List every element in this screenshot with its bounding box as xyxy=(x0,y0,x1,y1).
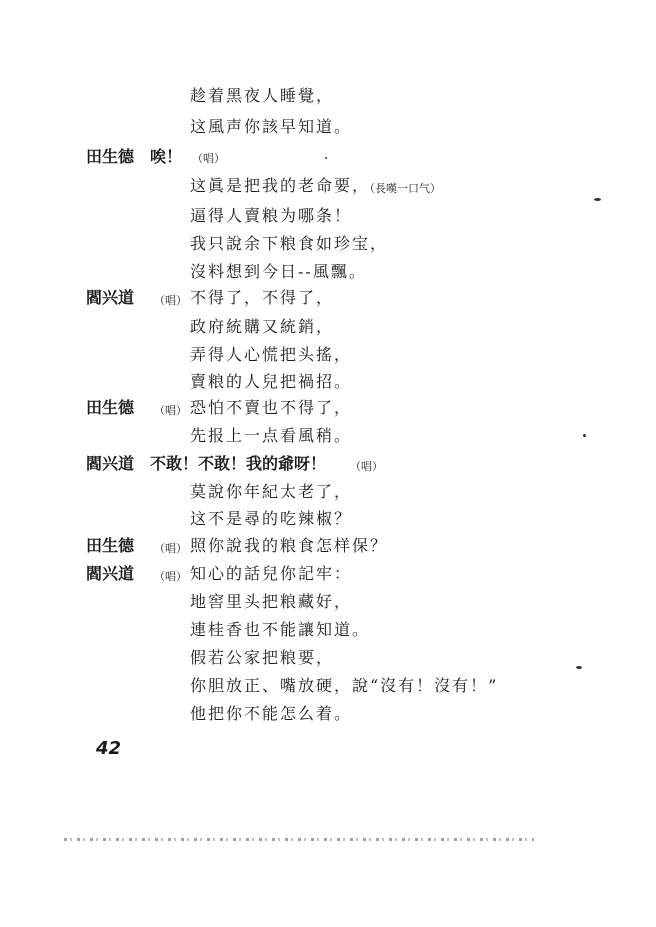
interjection: 不敢！不敢！我的爺呀！ xyxy=(150,454,327,473)
stage-direction: （唱） xyxy=(154,294,187,307)
speaker-name: 閻兴道 xyxy=(86,454,135,473)
interjection: 唉！ xyxy=(150,147,183,166)
stage-direction: （唱） xyxy=(154,542,187,555)
scan-speck xyxy=(594,198,601,201)
scan-speck xyxy=(583,434,586,437)
speaker-name: 閻兴道 xyxy=(86,564,135,583)
stage-direction: （唱） xyxy=(350,460,383,473)
speaker-name: 田生德 xyxy=(86,398,135,417)
scan-speck xyxy=(576,666,582,669)
scan-artifact-divider xyxy=(64,838,534,841)
stage-direction: （唱） xyxy=(154,404,187,417)
page-number: 42 xyxy=(96,738,122,759)
stage-direction: （唱） xyxy=(192,152,225,165)
speaker-name: 田生德 xyxy=(86,536,135,555)
speaker-name: 閻兴道 xyxy=(86,288,135,307)
stage-direction: （長嘆一口气） xyxy=(364,182,441,195)
scan-speck xyxy=(325,157,327,159)
stage-direction: （唱） xyxy=(154,570,187,583)
speaker-name: 田生德 xyxy=(86,147,135,166)
